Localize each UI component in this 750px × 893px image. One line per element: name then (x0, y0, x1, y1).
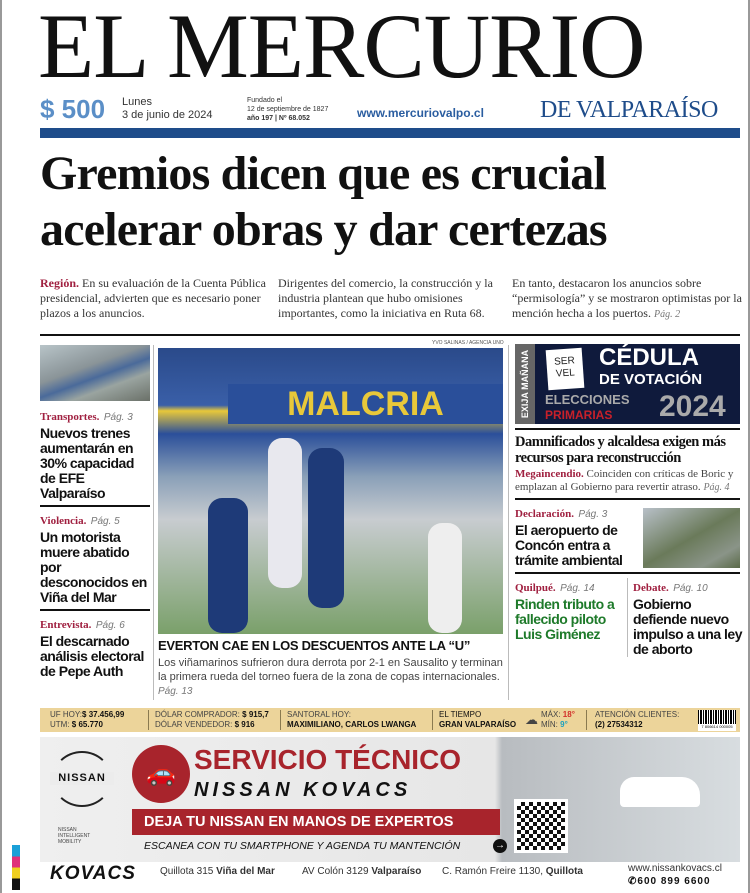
ad-subtitle: NISSAN KOVACS (194, 779, 412, 801)
ad-phone: ✆600 899 6600 (628, 876, 711, 887)
photo-credit: YVO SALINAS / AGENCIA UNO (432, 340, 504, 346)
atencion (587, 710, 683, 730)
street: AV Colón 3129 (302, 866, 372, 877)
city: Valparaíso (371, 866, 422, 877)
founded-date: 12 de septiembre de 1827 (247, 106, 329, 113)
train-photo (40, 345, 150, 401)
story-title: Gobierno defiende nuevo impulso a una ley de aborto (633, 596, 742, 657)
servel-box (515, 344, 740, 424)
story-title: Nuevos trenes aumentarán en 30% capacidad de EFE Valparaíso (40, 425, 134, 501)
ad-scan-text: ESCANEA CON TU SMARTPHONE Y AGENDA TU MANTENCIÓN (144, 840, 461, 852)
story-title: Un motorista muere abatido por desconocidos en Viña del Mar (40, 529, 147, 605)
value: GRAN VALPARAÍSO (439, 720, 517, 729)
uf-utm (44, 710, 149, 730)
logo-text: SER (553, 355, 576, 368)
tiempo (433, 710, 519, 730)
story-debate[interactable] (628, 578, 742, 657)
page-ref: Pág. 4 (703, 482, 730, 493)
value: 18° (562, 710, 575, 719)
story-violencia[interactable] (40, 511, 150, 605)
ad-band: DEJA TU NISSAN EN MANOS DE EXPERTOS (132, 809, 500, 835)
nissan-brand: NISSAN (50, 772, 114, 785)
lede-text: En su evaluación de la Cuenta Pública presidencial, advierten que es necesario poner plazos a los anuncios. (40, 276, 266, 320)
kicker: Transportes. (40, 411, 100, 423)
sports-headline: EVERTON CAE EN LOS DESCUENTOS ANTE LA “U” (158, 638, 471, 653)
player-figure (428, 523, 462, 633)
day: Lunes (122, 96, 152, 108)
nissan-ad[interactable] (40, 737, 740, 862)
right-main-title: Damnificados y alcaldesa exigen más recursos para reconstrucción (515, 434, 726, 466)
column-divider (153, 345, 154, 700)
cloud-icon: ☁ (525, 712, 538, 727)
temperature (519, 710, 587, 730)
servel-subtitle: DE VOTACIÓN (599, 371, 703, 388)
info-bar (40, 708, 740, 732)
page-ref: Pág. 6 (95, 620, 125, 631)
page-ref: Pág. 14 (560, 583, 595, 594)
story-entrevista[interactable] (40, 615, 150, 679)
label: UF HOY: (50, 710, 83, 719)
story-transportes[interactable] (40, 407, 150, 501)
founded-label: Fundado el (247, 97, 283, 104)
divider (515, 498, 740, 500)
player-figure (208, 498, 248, 633)
lede-text: En tanto, destacaron los anuncios sobre “permisología” y se mostraron optimistas por la mención hecha a los puertos. (512, 276, 742, 320)
page-ref: Pág. 3 (578, 509, 608, 520)
value: $ 916 (234, 720, 255, 729)
ad-title: SERVICIO TÉCNICO (194, 744, 462, 775)
divider (40, 334, 740, 336)
label: MÍN: (541, 720, 558, 729)
column-divider (508, 345, 509, 700)
stadium-banner: MALCRIA (228, 384, 503, 424)
servel-side-label: EXIJA MAÑANA (520, 349, 530, 419)
right-column (515, 344, 743, 657)
sports-text (158, 656, 504, 699)
color-registration-marks (12, 845, 20, 890)
page-ref: Pág. 2 (653, 309, 681, 320)
page-ref: Pág. 5 (90, 516, 120, 527)
lede-kicker: Región. (40, 276, 79, 290)
address-valparaiso (302, 866, 421, 878)
masthead-title: EL MERCURIO (38, 0, 645, 97)
lede-col-2: Dirigentes del comercio, la construcción y la industria plantean que hubo omisiones importantes, como la iniciativa en Ruta 68. (278, 276, 493, 320)
page-ref: Pág. 10 (673, 583, 708, 594)
story-title: El aeropuerto de Concón entra a trámite ambiental (515, 522, 623, 568)
value: MAXIMILIANO, CARLOS LWANGA (287, 720, 417, 729)
kicker: Quilpué. (515, 582, 556, 594)
right-main-text (515, 468, 743, 494)
city: Viña del Mar (216, 866, 275, 877)
servel-logo (546, 348, 585, 390)
label: DÓLAR COMPRADOR: (155, 710, 240, 719)
divider (515, 428, 740, 430)
airport-photo (643, 508, 740, 568)
label: DÓLAR VENDEDOR: (155, 720, 233, 729)
lede-col-1 (40, 276, 268, 321)
text: Coinciden con críticas de Boric y emplazan al Gobierno para revertir atraso. (515, 468, 734, 493)
founded-info (247, 96, 328, 123)
main-headline: Gremios dicen que es crucial acelerar obras y dar certezas (40, 147, 607, 256)
value: 9° (560, 720, 568, 729)
kicker: Entrevista. (40, 619, 92, 631)
kicker: Debate. (633, 582, 669, 594)
left-column (40, 345, 150, 679)
value: $ 65.770 (71, 720, 103, 729)
date: 3 de junio de 2024 (122, 109, 213, 121)
page-ref: Pág. 13 (158, 686, 193, 697)
servel-title: CÉDULA (599, 344, 699, 371)
dolar (149, 710, 281, 730)
story-declaracion[interactable] (515, 504, 637, 568)
label: EL TIEMPO (439, 710, 482, 719)
story-title: Rinden tributo a fallecido piloto Luis Giménez (515, 596, 615, 642)
edition-number: año 197 | Nº 68.052 (247, 115, 310, 122)
arrow-right-icon: → (495, 840, 505, 851)
label: UTM: (50, 720, 70, 729)
qr-code[interactable] (514, 799, 568, 853)
santoral (281, 710, 433, 730)
address-vina (160, 866, 275, 878)
divider (40, 505, 150, 507)
masthead-subtitle: DE VALPARAÍSO (540, 97, 718, 123)
servel-primarias: PRIMARIAS (545, 408, 613, 422)
label: MÁX: (541, 710, 561, 719)
ad-website[interactable]: www.nissankovacs.cl (628, 863, 722, 874)
street: C. Ramón Freire 1130, (442, 866, 546, 877)
nissan-mobility: NISSAN INTELLIGENT MOBILITY (58, 827, 91, 845)
kicker: Megaincendio. (515, 468, 584, 480)
story-title: El descarnado análisis electoral de Pepe Auth (40, 633, 144, 679)
street: Quillota 315 (160, 866, 217, 877)
player-figure (268, 438, 302, 588)
football-photo (158, 348, 503, 634)
car-photo (620, 777, 700, 807)
kovacs-logo: KOVACS (50, 863, 136, 884)
servel-year: 2024 (659, 390, 726, 423)
divider (515, 572, 740, 574)
bottom-stories-row (515, 578, 743, 657)
city: Quillota (545, 866, 583, 877)
label: ATENCIÓN CLIENTES: (595, 710, 680, 719)
website-link[interactable]: www.mercuriovalpo.cl (357, 106, 484, 120)
kicker: Declaración. (515, 508, 574, 520)
lede-col-3 (512, 276, 744, 322)
value: $ 37.456,99 (82, 710, 125, 719)
value: (2) 27534312 (595, 720, 643, 729)
label: SANTORAL HOY: (287, 710, 352, 719)
text: Los viñamarinos sufrieron dura derrota por 2-1 en Sausalito y terminan la primera rueda del torneo fuera de la zona de copas internacionales. (158, 657, 503, 683)
story-declaracion-row (515, 504, 743, 568)
divider (40, 609, 150, 611)
value: $ 915,7 (242, 710, 269, 719)
price: $ 500 (40, 94, 106, 124)
logo-text: VEL (555, 367, 576, 380)
car-lift-icon: 🚗 (132, 745, 190, 803)
kicker: Violencia. (40, 515, 87, 527)
masthead-bar (40, 128, 740, 138)
player-figure (308, 448, 344, 608)
address-quillota (442, 866, 583, 878)
story-quilpue[interactable] (515, 578, 627, 657)
page-ref: Pág. 3 (103, 412, 133, 423)
issue-date (122, 96, 213, 122)
servel-elecciones: ELECCIONES (545, 392, 630, 407)
barcode-number: 7 806614 000005 (701, 723, 733, 729)
barcode (698, 710, 736, 731)
